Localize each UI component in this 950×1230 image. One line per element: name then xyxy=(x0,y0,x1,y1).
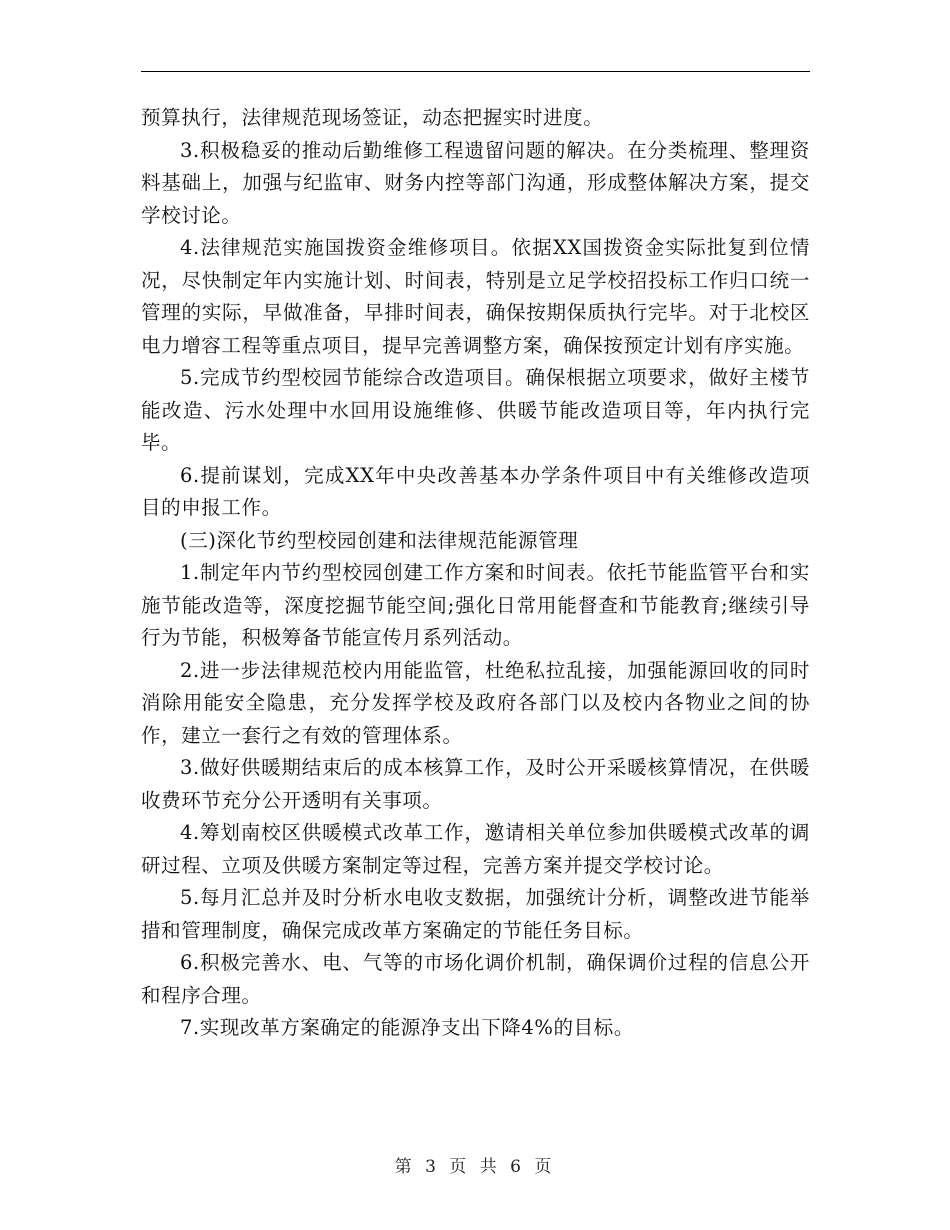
paragraph-item-4-heating-reform: 4.筹划南校区供暖模式改革工作，邀请相关单位参加供暖模式改革的调研过程、立项及供暖方案制定等过程，完善方案并提交学校讨论。 xyxy=(141,821,810,877)
paragraph-item-4-state-funds: 4.法律规范实施国拨资金维修项目。依据XX国拨资金实际批复到位情况，尽快制定年内实施计划、时间表，特别是立足学校招投标工作归口统一管理的实际，早做准备，早排时间表，确保按期保质执行完毕。对于北校区电力增容工程等重点项目，提早完善调整方案，确保按预定计划有序实施。 xyxy=(141,236,810,357)
paragraph-item-3-heating-cost: 3.做好供暖期结束后的成本核算工作，及时公开采暖核算情况，在供暖收费环节充分公开透明有关事项。 xyxy=(141,756,810,812)
paragraph-item-5-energy-retrofit: 5.完成节约型校园节能综合改造项目。确保根据立项要求，做好主楼节能改造、污水处理中水回用设施维修、供暖节能改造项目等，年内执行完毕。 xyxy=(141,366,810,454)
paragraph-item-7-expense-target: 7.实现改革方案确定的能源净支出下降4%的目标。 xyxy=(180,1016,634,1039)
page-number-footer: 第 3 页 共 6 页 xyxy=(394,1157,556,1177)
paragraph-item-6-project-application: 6.提前谋划，完成XX年中央改善基本办学条件项目中有关维修改造项目的申报工作。 xyxy=(141,463,810,519)
paragraph-item-6-pricing-mechanism: 6.积极完善水、电、气等的市场化调价机制，确保调价过程的信息公开和程序合理。 xyxy=(141,951,810,1007)
header-rule xyxy=(141,71,810,72)
section-heading-energy-management: (三)深化节约型校园创建和法律规范能源管理 xyxy=(180,528,579,552)
paragraph-continuation: 预算执行，法律规范现场签证，动态把握实时进度。 xyxy=(141,106,604,129)
document-body xyxy=(141,102,810,1045)
paragraph-item-1-campus-plan: 1.制定年内节约型校园创建工作方案和时间表。依托节能监管平台和实施节能改造等，深度挖掘节能空间;强化日常用能督查和节能教育;继续引导行为节能，积极筹备节能宣传月系列活动。 xyxy=(141,561,810,649)
paragraph-item-3-repair-issues: 3.积极稳妥的推动后勤维修工程遗留问题的解决。在分类梳理、整理资料基础上，加强与纪监审、财务内控等部门沟通，形成整体解决方案，提交学校讨论。 xyxy=(141,138,810,227)
paragraph-item-5-utility-data: 5.每月汇总并及时分析水电收支数据，加强统计分析，调整改进节能举措和管理制度，确保完成改革方案确定的节能任务目标。 xyxy=(141,886,810,942)
paragraph-item-2-energy-supervision: 2.进一步法律规范校内用能监管，杜绝私拉乱接，加强能源回收的同时消除用能安全隐患，充分发挥学校及政府各部门以及校内各物业之间的协作，建立一套行之有效的管理体系。 xyxy=(141,658,810,747)
